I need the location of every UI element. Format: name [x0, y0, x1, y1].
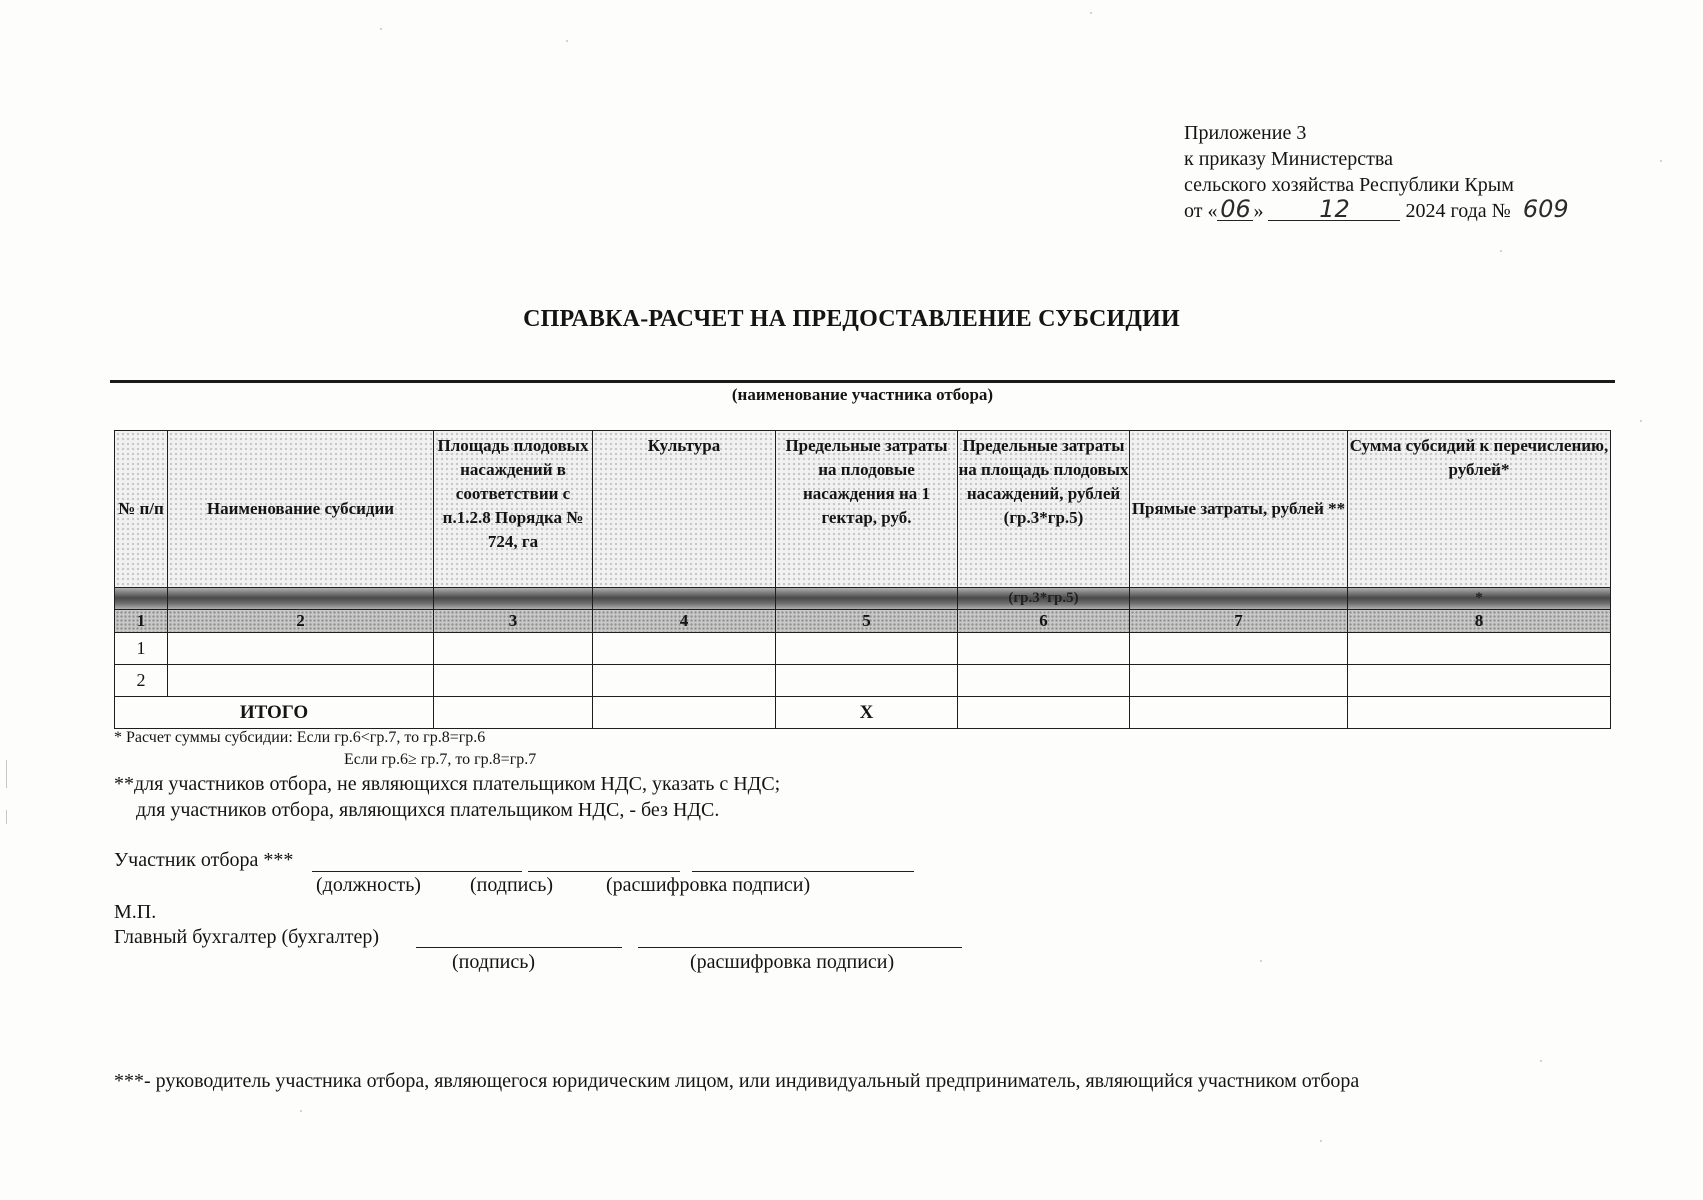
table-cell [776, 665, 958, 697]
total-label: ИТОГО [115, 697, 434, 729]
header-row-number: № п/п [115, 431, 168, 588]
order-reference: к приказу Министерства [1184, 148, 1393, 170]
total-cell [958, 697, 1130, 729]
column-number: 1 [115, 610, 168, 633]
participant-label: Участник отбора *** [114, 849, 294, 871]
order-date-line [1184, 195, 1614, 224]
appendix-header [1184, 120, 1614, 224]
total-cost-per-hectare-mark: X [776, 697, 958, 729]
table-cell [168, 665, 434, 697]
stripe-cell: * [1348, 588, 1611, 610]
table-header-row [115, 431, 1611, 588]
accountant-signature-line [416, 947, 622, 948]
table-cell [434, 633, 593, 665]
ministry-name: сельского хозяйства Республики Крым [1184, 174, 1514, 196]
column-number: 5 [776, 610, 958, 633]
column-number-row [115, 610, 1611, 633]
decoding-caption: (расшифровка подписи) [606, 874, 811, 896]
subsidy-calculation-table [114, 430, 1611, 729]
document-title: СПРАВКА-РАСЧЕТ НА ПРЕДОСТАВЛЕНИЕ СУБСИДИИ [523, 306, 1180, 332]
order-day: 06 [1217, 198, 1253, 221]
table-cell [958, 633, 1130, 665]
header-subsidy-name: Наименование субсидии [168, 431, 434, 588]
total-cell [434, 697, 593, 729]
decoding-line [692, 871, 914, 872]
footnote: ***- руководитель участника отбора, являющегося юридическим лицом, или индивидуальный предприниматель, являющийся участником отбора [114, 1070, 1360, 1092]
row-number: 2 [115, 665, 168, 697]
accountant-label: Главный бухгалтер (бухгалтер) [114, 926, 380, 948]
column-number: 8 [1348, 610, 1611, 633]
table-cell [1130, 633, 1348, 665]
column-number: 3 [434, 610, 593, 633]
stripe-cell [593, 588, 776, 610]
table-cell [958, 665, 1130, 697]
scan-stripe-row [115, 588, 1611, 610]
column-number: 6 [958, 610, 1130, 633]
participant-name-line [110, 380, 1615, 383]
total-row [115, 697, 1611, 729]
date-mid: » [1253, 200, 1264, 222]
vat-note-line2: для участников отбора, являющихся плательщиком НДС, - без НДС. [136, 799, 720, 821]
header-subsidy-amount: Сумма субсидий к перечислению, рублей* [1348, 431, 1611, 588]
header-cost-per-hectare: Предельные затраты на плодовые насаждения на 1 гектар, руб. [776, 431, 958, 588]
order-number: 609 [1522, 195, 1569, 223]
stamp-mark: М.П. [114, 901, 157, 923]
table-cell [1348, 665, 1611, 697]
table-cell [434, 665, 593, 697]
accountant-decoding-line [638, 947, 962, 948]
stripe-cell [115, 588, 168, 610]
signature-caption: (подпись) [470, 874, 554, 896]
calc-note-line1: * Расчет суммы субсидии: Если гр.6<гр.7, то гр.8=гр.6 [114, 729, 486, 746]
order-year-text: 2024 года № [1405, 200, 1511, 222]
stripe-cell [168, 588, 434, 610]
table-cell [593, 665, 776, 697]
accountant-signature-caption: (подпись) [452, 951, 536, 973]
signature-line [528, 871, 680, 872]
header-direct-costs: Прямые затраты, рублей ** [1130, 431, 1348, 588]
calc-note-line2: Если гр.6≥ гр.7, то гр.8=гр.7 [344, 751, 537, 768]
stripe-cell: (гр.3*гр.5) [958, 588, 1130, 610]
header-cost-total-area: Предельные затраты на площадь плодовых насаждений, рублей (гр.3*гр.5) [958, 431, 1130, 588]
table-row [115, 665, 1611, 697]
total-cell [1130, 697, 1348, 729]
table-row [115, 633, 1611, 665]
table-cell [776, 633, 958, 665]
total-cell [1348, 697, 1611, 729]
date-prefix: от « [1184, 200, 1218, 222]
appendix-number: Приложение 3 [1184, 122, 1307, 144]
total-cell [593, 697, 776, 729]
participant-name-caption: (наименование участника отбора) [731, 385, 994, 404]
row-number: 1 [115, 633, 168, 665]
vat-note-line1: **для участников отбора, не являющихся плательщиком НДС, указать с НДС; [114, 773, 781, 795]
header-plantation-area: Площадь плодовых насаждений в соответствии с п.1.2.8 Порядка № 724, га [434, 431, 593, 588]
column-number: 7 [1130, 610, 1348, 633]
table-cell [1348, 633, 1611, 665]
table-cell [168, 633, 434, 665]
column-number: 2 [168, 610, 434, 633]
order-month: 12 [1268, 198, 1400, 221]
stripe-cell [434, 588, 593, 610]
table-cell [593, 633, 776, 665]
accountant-decoding-caption: (расшифровка подписи) [690, 951, 895, 973]
position-line [312, 871, 522, 872]
table-cell [1130, 665, 1348, 697]
column-number: 4 [593, 610, 776, 633]
header-crop: Культура [593, 431, 776, 588]
stripe-cell [776, 588, 958, 610]
position-caption: (должность) [316, 874, 421, 896]
stripe-cell [1130, 588, 1348, 610]
